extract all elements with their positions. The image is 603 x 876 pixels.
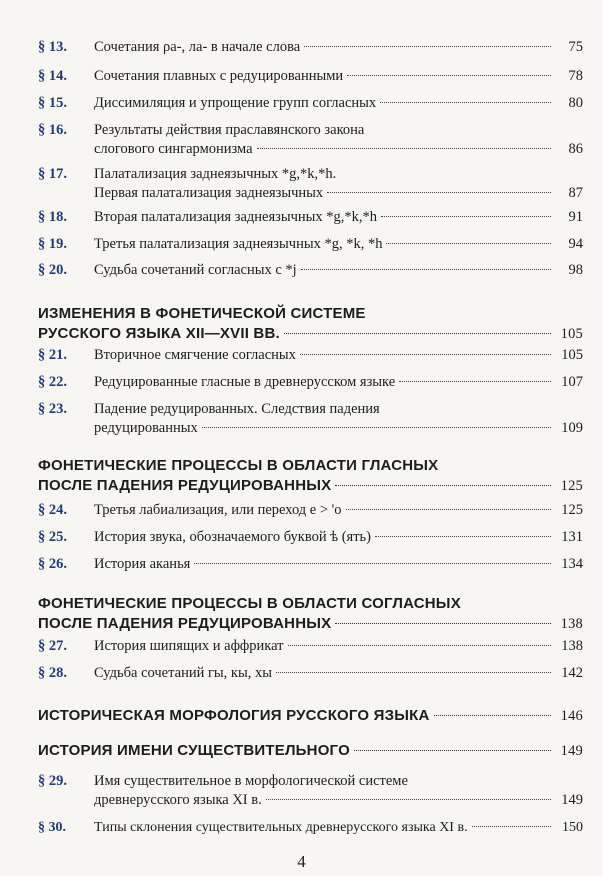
page-ref: 87	[568, 185, 583, 201]
section-number: § 20.	[38, 262, 67, 278]
toc-entry	[38, 501, 583, 520]
section-number: § 13.	[38, 39, 67, 55]
toc-chapter	[38, 456, 583, 496]
entry-title: Диссимиляция и упрощение групп согласных	[94, 95, 377, 111]
toc-entry	[38, 121, 583, 159]
toc-entry	[38, 67, 583, 86]
section-number: § 25.	[38, 529, 67, 545]
toc-entry	[38, 772, 583, 810]
leader-dots	[284, 333, 551, 334]
chapter-title: ИЗМЕНЕНИЯ В ФОНЕТИЧЕСКОЙ СИСТЕМЕ	[38, 305, 366, 322]
toc-entry	[38, 555, 583, 574]
entry-title: Сочетания плавных с редуцированными	[94, 68, 344, 84]
page-ref: 149	[561, 792, 583, 808]
page-ref: 105	[560, 326, 583, 342]
leader-dots	[257, 148, 551, 149]
chapter-title: ИСТОРИЯ ИМЕНИ СУЩЕСТВИТЕЛЬНОГО	[38, 742, 350, 759]
leader-dots	[375, 536, 551, 537]
chapter-title-cont: ПОСЛЕ ПАДЕНИЯ РЕДУЦИРОВАННЫХ	[38, 615, 332, 632]
leader-dots	[399, 381, 551, 382]
leader-dots	[347, 75, 551, 76]
leader-dots	[202, 427, 551, 428]
entry-title: Третья лабиализация, или переход е > 'о	[94, 502, 342, 518]
section-number: § 29.	[38, 773, 67, 789]
entry-title: Имя существительное в морфологической системе	[94, 773, 408, 789]
leader-dots	[288, 645, 551, 646]
page-ref: 125	[561, 502, 583, 518]
entry-title: Вторичное смягчение согласных	[94, 347, 296, 363]
leader-dots	[386, 243, 551, 244]
entry-title: История звука, обозначаемого буквой ѣ (ять)	[94, 529, 371, 545]
section-number: § 22.	[38, 374, 67, 390]
section-number: § 17.	[38, 166, 67, 182]
section-number: § 18.	[38, 209, 67, 225]
entry-title: Палатализация заднеязычных *g,*k,*h.	[94, 166, 337, 182]
leader-dots	[300, 354, 551, 355]
page-ref: 91	[568, 209, 583, 225]
entry-title: История шипящих и аффрикат	[94, 638, 284, 654]
section-number: § 16.	[38, 122, 67, 138]
entry-title: Типы склонения существительных древнерусского языка XI в.	[94, 820, 468, 835]
toc-entry	[38, 165, 583, 203]
entry-title-cont: слогового сингармонизма	[94, 141, 253, 157]
entry-title: Сочетания ρа-, ла- в начале слова	[94, 39, 301, 55]
section-number: § 26.	[38, 556, 67, 572]
toc-entry	[38, 818, 583, 837]
toc-entry	[38, 400, 583, 438]
leader-dots	[327, 192, 551, 193]
section-number: § 21.	[38, 347, 67, 363]
chapter-title: ФОНЕТИЧЕСКИЕ ПРОЦЕССЫ В ОБЛАСТИ ГЛАСНЫХ	[38, 457, 439, 474]
page-ref: 94	[568, 236, 583, 252]
page-ref: 138	[561, 638, 583, 654]
entry-title: Вторая палатализация заднеязычных *g,*k,*h	[94, 209, 378, 225]
page-ref: 149	[560, 743, 583, 759]
toc-entry	[38, 664, 583, 683]
page-ref: 142	[561, 665, 583, 681]
section-number: § 27.	[38, 638, 67, 654]
leader-dots	[335, 485, 551, 486]
page-ref: 138	[560, 616, 583, 632]
chapter-title: ФОНЕТИЧЕСКИЕ ПРОЦЕССЫ В ОБЛАСТИ СОГЛАСНЫХ	[38, 595, 461, 612]
toc-chapter	[38, 594, 583, 634]
entry-title-cont: редуцированных	[94, 420, 198, 436]
page-ref: 131	[561, 529, 583, 545]
page-ref: 125	[560, 478, 583, 494]
toc-entry	[38, 235, 583, 254]
entry-title: Редуцированные гласные в древнерусском языке	[94, 374, 396, 390]
entry-title-cont: Первая палатализация заднеязычных	[94, 185, 324, 201]
toc-entry	[38, 346, 583, 365]
section-number: § 28.	[38, 665, 67, 681]
section-number: § 19.	[38, 236, 67, 252]
entry-title-cont: древнерусского языка XI в.	[94, 792, 262, 808]
chapter-title-cont: ПОСЛЕ ПАДЕНИЯ РЕДУЦИРОВАННЫХ	[38, 477, 332, 494]
entry-title: Падение редуцированных. Следствия падения	[94, 401, 380, 417]
toc-entry	[38, 38, 583, 57]
leader-dots	[381, 216, 551, 217]
page-ref: 105	[561, 347, 583, 363]
toc-entry	[38, 261, 583, 280]
leader-dots	[301, 269, 551, 270]
leader-dots	[380, 102, 551, 103]
leader-dots	[434, 715, 551, 716]
page-ref: 98	[568, 262, 583, 278]
toc-entry	[38, 637, 583, 656]
page-ref: 86	[568, 141, 583, 157]
page-ref: 134	[561, 556, 583, 572]
page-ref: 75	[568, 39, 583, 55]
section-number: § 14.	[38, 68, 67, 84]
leader-dots	[266, 799, 551, 800]
toc-entry	[38, 208, 583, 227]
page-number: 4	[297, 852, 306, 871]
entry-title: Результаты действия праславянского закона	[94, 122, 365, 138]
toc-entry	[38, 373, 583, 392]
leader-dots	[472, 826, 551, 827]
section-number: § 23.	[38, 401, 67, 417]
leader-dots	[346, 509, 551, 510]
toc-chapter	[38, 706, 583, 726]
section-number: § 24.	[38, 502, 67, 518]
chapter-title: ИСТОРИЧЕСКАЯ МОРФОЛОГИЯ РУССКОГО ЯЗЫКА	[38, 707, 430, 724]
toc-chapter	[38, 741, 583, 761]
page-ref: 107	[561, 374, 583, 390]
section-number: § 15.	[38, 95, 67, 111]
leader-dots	[276, 672, 551, 673]
leader-dots	[354, 750, 551, 751]
page-ref: 80	[568, 95, 583, 111]
toc-entry	[38, 94, 583, 113]
entry-title: Третья палатализация заднеязычных *g, *k, *h	[94, 236, 383, 252]
entry-title: История аканья	[94, 556, 191, 572]
page-ref: 146	[560, 708, 583, 724]
chapter-title-cont: РУССКОГО ЯЗЫКА XII—XVII ВВ.	[38, 325, 280, 342]
entry-title: Судьба сочетаний согласных с *j	[94, 262, 297, 278]
page-ref: 78	[568, 68, 583, 84]
page-ref: 150	[562, 820, 583, 835]
entry-title: Судьба сочетаний гы, кы, хы	[94, 665, 272, 681]
leader-dots	[304, 46, 551, 47]
page-ref: 109	[561, 420, 583, 436]
section-number: § 30.	[38, 820, 66, 835]
leader-dots	[194, 563, 551, 564]
toc-chapter	[38, 304, 583, 344]
toc-entry	[38, 528, 583, 547]
leader-dots	[335, 623, 551, 624]
